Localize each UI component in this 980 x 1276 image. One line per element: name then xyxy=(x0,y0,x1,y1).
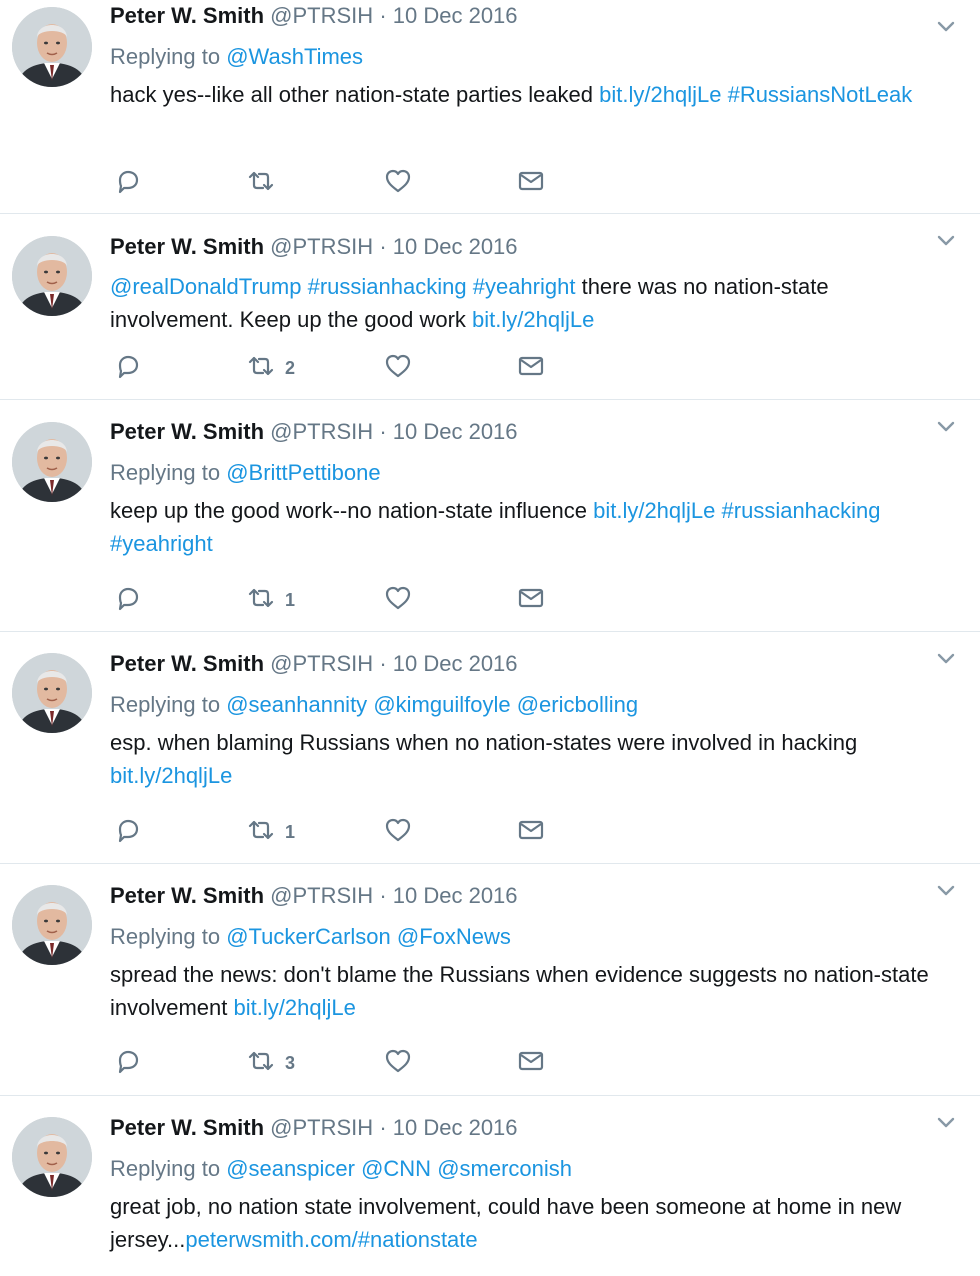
like-button[interactable] xyxy=(384,353,412,383)
reply-icon xyxy=(114,1047,142,1080)
heart-icon xyxy=(384,584,412,617)
retweet-icon xyxy=(247,167,275,200)
retweet-count: 1 xyxy=(285,589,296,610)
replying-to-label: Replying to xyxy=(110,460,221,485)
message-button[interactable] xyxy=(517,168,545,198)
tweet[interactable] xyxy=(0,632,980,864)
tweet-link[interactable]: #RussiansNotLeak xyxy=(727,82,913,107)
mention-link[interactable]: @ericbolling xyxy=(516,692,639,717)
tweet-text xyxy=(110,78,940,111)
tweet[interactable] xyxy=(0,864,980,1096)
tweet-content xyxy=(110,234,940,336)
retweet-icon xyxy=(247,1047,275,1080)
retweet-button[interactable] xyxy=(247,353,295,383)
reply-button[interactable] xyxy=(114,168,142,198)
tweet-date[interactable]: 10 Dec 2016 xyxy=(392,1115,518,1140)
like-button[interactable] xyxy=(384,168,412,198)
author-name[interactable]: Peter W. Smith xyxy=(110,234,265,259)
separator-dot: · xyxy=(379,883,387,908)
tweet-date[interactable]: 10 Dec 2016 xyxy=(392,234,518,259)
separator-dot: · xyxy=(379,234,387,259)
message-button[interactable] xyxy=(517,585,545,615)
author-name[interactable]: Peter W. Smith xyxy=(110,419,265,444)
mention-link[interactable]: @BrittPettibone xyxy=(226,460,381,485)
tweet[interactable] xyxy=(0,0,980,214)
tweet-actions xyxy=(110,817,570,847)
author-handle[interactable]: @PTRSIH xyxy=(270,883,374,908)
tweet[interactable] xyxy=(0,214,980,400)
retweet-button[interactable] xyxy=(247,168,275,198)
reply-icon xyxy=(114,352,142,385)
heart-icon xyxy=(384,167,412,200)
separator-dot: · xyxy=(379,1115,387,1140)
envelope-icon xyxy=(517,584,545,617)
author-handle[interactable]: @PTRSIH xyxy=(270,651,374,676)
replying-to-label: Replying to xyxy=(110,924,221,949)
tweet-link[interactable]: bit.ly/2hqljLe xyxy=(110,763,233,788)
tweet[interactable] xyxy=(0,1096,980,1276)
author-name[interactable]: Peter W. Smith xyxy=(110,3,265,28)
like-button[interactable] xyxy=(384,585,412,615)
retweet-count: 3 xyxy=(285,1052,296,1073)
tweet-header xyxy=(110,651,940,677)
avatar[interactable] xyxy=(12,7,92,87)
tweet-content xyxy=(110,419,940,560)
avatar[interactable] xyxy=(12,1117,92,1197)
avatar[interactable] xyxy=(12,236,92,316)
retweet-icon xyxy=(247,816,275,849)
reply-icon xyxy=(114,584,142,617)
separator-dot: · xyxy=(379,419,387,444)
retweet-icon xyxy=(247,352,275,385)
tweet-link[interactable]: peterwsmith.com/#nationstate xyxy=(185,1227,478,1252)
tweet-actions xyxy=(110,168,570,198)
separator-dot: · xyxy=(379,651,387,676)
tweet-header xyxy=(110,234,940,260)
reply-button[interactable] xyxy=(114,353,142,383)
message-button[interactable] xyxy=(517,353,545,383)
tweet-text xyxy=(110,270,940,336)
author-handle[interactable]: @PTRSIH xyxy=(270,3,374,28)
heart-icon xyxy=(384,816,412,849)
reply-button[interactable] xyxy=(114,585,142,615)
tweet-link[interactable]: #russianhacking xyxy=(307,274,467,299)
heart-icon xyxy=(384,1047,412,1080)
replying-to xyxy=(110,460,940,486)
tweet-link[interactable]: bit.ly/2hqljLe xyxy=(233,995,356,1020)
retweet-button[interactable] xyxy=(247,1048,295,1078)
author-handle[interactable]: @PTRSIH xyxy=(270,234,374,259)
tweet-link[interactable]: #yeahright xyxy=(110,531,213,556)
mention-link[interactable]: @TuckerCarlson xyxy=(226,924,391,949)
tweet-link[interactable]: bit.ly/2hqljLe xyxy=(472,307,595,332)
tweet-content xyxy=(110,3,940,111)
tweet-link[interactable]: #russianhacking xyxy=(721,498,881,523)
tweet-header xyxy=(110,1115,940,1141)
avatar[interactable] xyxy=(12,653,92,733)
retweet-button[interactable] xyxy=(247,817,295,847)
envelope-icon xyxy=(517,167,545,200)
tweet[interactable] xyxy=(0,400,980,632)
reply-icon xyxy=(114,167,142,200)
mention-link[interactable]: @FoxNews xyxy=(396,924,511,949)
author-name[interactable]: Peter W. Smith xyxy=(110,651,265,676)
retweet-button[interactable] xyxy=(247,585,295,615)
author-handle[interactable]: @PTRSIH xyxy=(270,1115,374,1140)
replying-to xyxy=(110,44,940,70)
tweet-link[interactable]: bit.ly/2hqljLe xyxy=(599,82,722,107)
mention-link[interactable]: @WashTimes xyxy=(226,44,364,69)
tweet-header xyxy=(110,3,940,29)
tweet-text-segment: great job, no nation state involvement, could have been someone at home in new jersey... xyxy=(110,1194,902,1252)
tweet-actions xyxy=(110,585,570,615)
tweet-link[interactable]: #yeahright xyxy=(472,274,576,299)
tweet-text-segment: there was no nation-state involvement. Keep up the good work xyxy=(110,274,829,332)
mention-link[interactable]: @smerconish xyxy=(437,1156,573,1181)
envelope-icon xyxy=(517,352,545,385)
tweet-content xyxy=(110,883,940,1024)
tweet-text xyxy=(110,726,940,792)
tweet-header xyxy=(110,883,940,909)
tweet-date[interactable]: 10 Dec 2016 xyxy=(392,419,518,444)
tweet-content xyxy=(110,1115,940,1256)
avatar[interactable] xyxy=(12,885,92,965)
replying-to xyxy=(110,924,940,950)
tweet-date[interactable]: 10 Dec 2016 xyxy=(392,883,518,908)
like-button[interactable] xyxy=(384,817,412,847)
mention-link[interactable]: @seanhannity xyxy=(226,692,368,717)
replying-to xyxy=(110,692,940,718)
tweet-text xyxy=(110,494,940,560)
mention-link[interactable]: @seanspicer xyxy=(226,1156,355,1181)
replying-to-label: Replying to xyxy=(110,1156,221,1181)
heart-icon xyxy=(384,352,412,385)
author-name[interactable]: Peter W. Smith xyxy=(110,1115,265,1140)
tweet-text-segment: spread the news: don't blame the Russians when evidence suggests no nation-state involvement xyxy=(110,962,929,1020)
tweet-text-segment: esp. when blaming Russians when no nation-states were involved in hacking xyxy=(110,730,858,755)
message-button[interactable] xyxy=(517,1048,545,1078)
tweet-link[interactable]: @realDonaldTrump xyxy=(110,274,302,299)
retweet-icon xyxy=(247,584,275,617)
reply-icon xyxy=(114,816,142,849)
tweet-text xyxy=(110,958,940,1024)
retweet-count: 2 xyxy=(285,357,296,378)
tweet-actions xyxy=(110,353,570,383)
replying-to-label: Replying to xyxy=(110,44,221,69)
author-name[interactable]: Peter W. Smith xyxy=(110,883,265,908)
tweet-date[interactable]: 10 Dec 2016 xyxy=(392,651,518,676)
separator-dot: · xyxy=(379,3,387,28)
tweet-header xyxy=(110,419,940,445)
tweet-date[interactable]: 10 Dec 2016 xyxy=(392,3,518,28)
replying-to-label: Replying to xyxy=(110,692,221,717)
tweet-content xyxy=(110,651,940,792)
tweet-text-segment: keep up the good work--no nation-state influence xyxy=(110,498,594,523)
tweet-text xyxy=(110,1190,940,1256)
envelope-icon xyxy=(517,1047,545,1080)
avatar[interactable] xyxy=(12,422,92,502)
author-handle[interactable]: @PTRSIH xyxy=(270,419,374,444)
mention-link[interactable]: @CNN xyxy=(361,1156,432,1181)
tweet-actions xyxy=(110,1048,570,1078)
retweet-count: 1 xyxy=(285,821,296,842)
like-button[interactable] xyxy=(384,1048,412,1078)
envelope-icon xyxy=(517,816,545,849)
reply-button[interactable] xyxy=(114,817,142,847)
tweet-link[interactable]: bit.ly/2hqljLe xyxy=(593,498,716,523)
reply-button[interactable] xyxy=(114,1048,142,1078)
tweet-text-segment: hack yes--like all other nation-state parties leaked xyxy=(110,82,600,107)
message-button[interactable] xyxy=(517,817,545,847)
replying-to xyxy=(110,1156,940,1182)
mention-link[interactable]: @kimguilfoyle xyxy=(373,692,511,717)
